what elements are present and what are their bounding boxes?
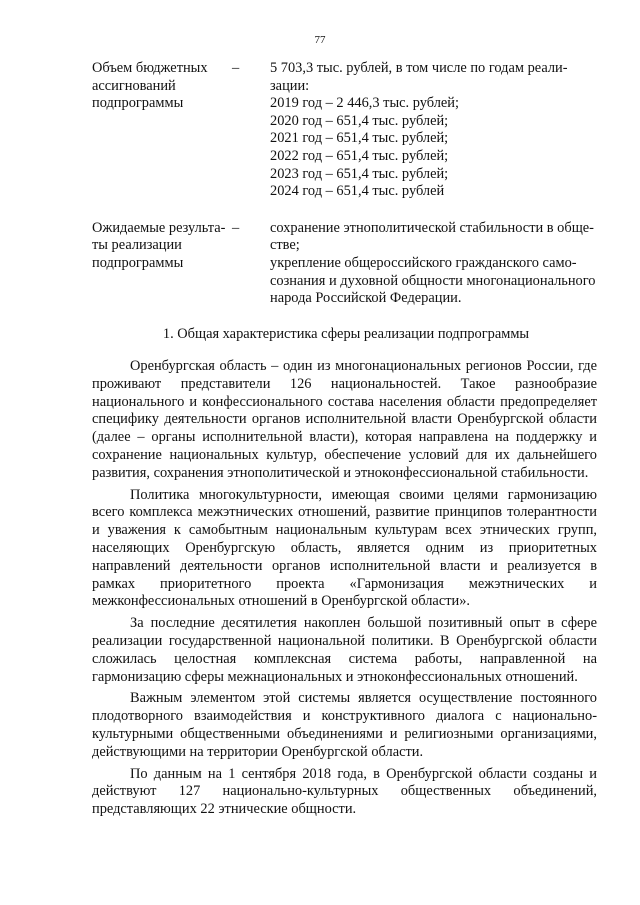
value-line: сознания и духовной общности многонационального bbox=[270, 272, 596, 289]
label-line: подпрограммы bbox=[92, 95, 184, 112]
section-title: 1. Общая характеристика сферы реализации подпрограммы bbox=[162, 326, 530, 342]
subprogram-passport bbox=[92, 60, 600, 308]
value-line: 2020 год – 651,4 тыс. рублей; bbox=[270, 112, 449, 129]
passport-row-budget bbox=[92, 60, 600, 201]
value-line: сохранение этнополитической стабильности в обще- bbox=[270, 219, 594, 236]
label-line: Объем бюджетных bbox=[92, 60, 208, 76]
label-line: подпрограммы bbox=[92, 254, 184, 271]
value-line: зации: bbox=[270, 77, 310, 94]
paragraph: Политика многокультурности, имеющая своими целями гармонизацию всего комплекса межэтнических отношений, развитие принципов толерантности и уважения к самобытным национальным культурам всех этнических групп, населяющих Оренбургскую область, является одним из приоритетных направлений деятельности органов исполнительной власти и реализуется в рамках приоритетного проекта «Гармонизация межэтнических и межконфессиональных отношений в Оренбургской области». bbox=[92, 486, 597, 610]
value-line: укрепление общероссийского гражданского само- bbox=[270, 254, 577, 271]
page-number: 77 bbox=[314, 34, 326, 46]
results-value bbox=[270, 220, 600, 308]
budget-dash: – bbox=[232, 60, 240, 76]
value-line: народа Российской Федерации. bbox=[270, 290, 462, 307]
value-line: 2024 год – 651,4 тыс. рублей bbox=[270, 183, 445, 200]
results-dash: – bbox=[232, 219, 240, 236]
value-line: 2019 год – 2 446,3 тыс. рублей; bbox=[270, 95, 459, 112]
value-line: 2022 год – 651,4 тыс. рублей; bbox=[270, 147, 449, 164]
paragraph: Оренбургская область – один из многонациональных регионов России, где проживают представители 126 национальностей. Такое разнообразие национального и конфессионального состава населения области предопределяет специфику деятельности органов исполнительной власти Оренбургской области (далее – органы исполнительной власти), которая направлена на поддержку и сохранение национальных культур, обеспечение условий для их дальнейшего развития, сохранения этнополитической и этноконфессиональной стабильности. bbox=[92, 358, 597, 481]
value-line: стве; bbox=[270, 237, 300, 254]
value-line: 2023 год – 651,4 тыс. рублей; bbox=[270, 165, 449, 182]
paragraph: За последние десятилетия накоплен большой позитивный опыт в сфере реализации государственной национальной политики. В Оренбургской области сложилась целостная комплексная система работы, направленной на гармонизацию сферы межнациональных и этноконфессиональных отношений. bbox=[92, 615, 597, 685]
results-label bbox=[92, 220, 232, 308]
value-line: 2021 год – 651,4 тыс. рублей; bbox=[270, 130, 449, 147]
label-line: ассигнований bbox=[92, 77, 176, 94]
label-line: Ожидаемые результа- bbox=[92, 219, 226, 236]
budget-label bbox=[92, 60, 232, 201]
paragraph: По данным на 1 сентября 2018 года, в Оренбургской области созданы и действуют 127 национально-культурных общественных объединений, представляющих 22 этнические общности. bbox=[92, 765, 597, 818]
label-line: ты реализации bbox=[92, 237, 182, 254]
passport-row-results bbox=[92, 220, 600, 308]
body-text bbox=[92, 358, 597, 819]
value-line: 5 703,3 тыс. рублей, в том числе по годам реали- bbox=[270, 60, 568, 76]
paragraph: Важным элементом этой системы является осуществление постоянного плодотворного взаимодействия и конструктивного диалога с национально-культурными общественными объединениями и религиозными организациями, действующими на территории Оренбургской области. bbox=[92, 690, 597, 760]
budget-value bbox=[270, 60, 600, 201]
